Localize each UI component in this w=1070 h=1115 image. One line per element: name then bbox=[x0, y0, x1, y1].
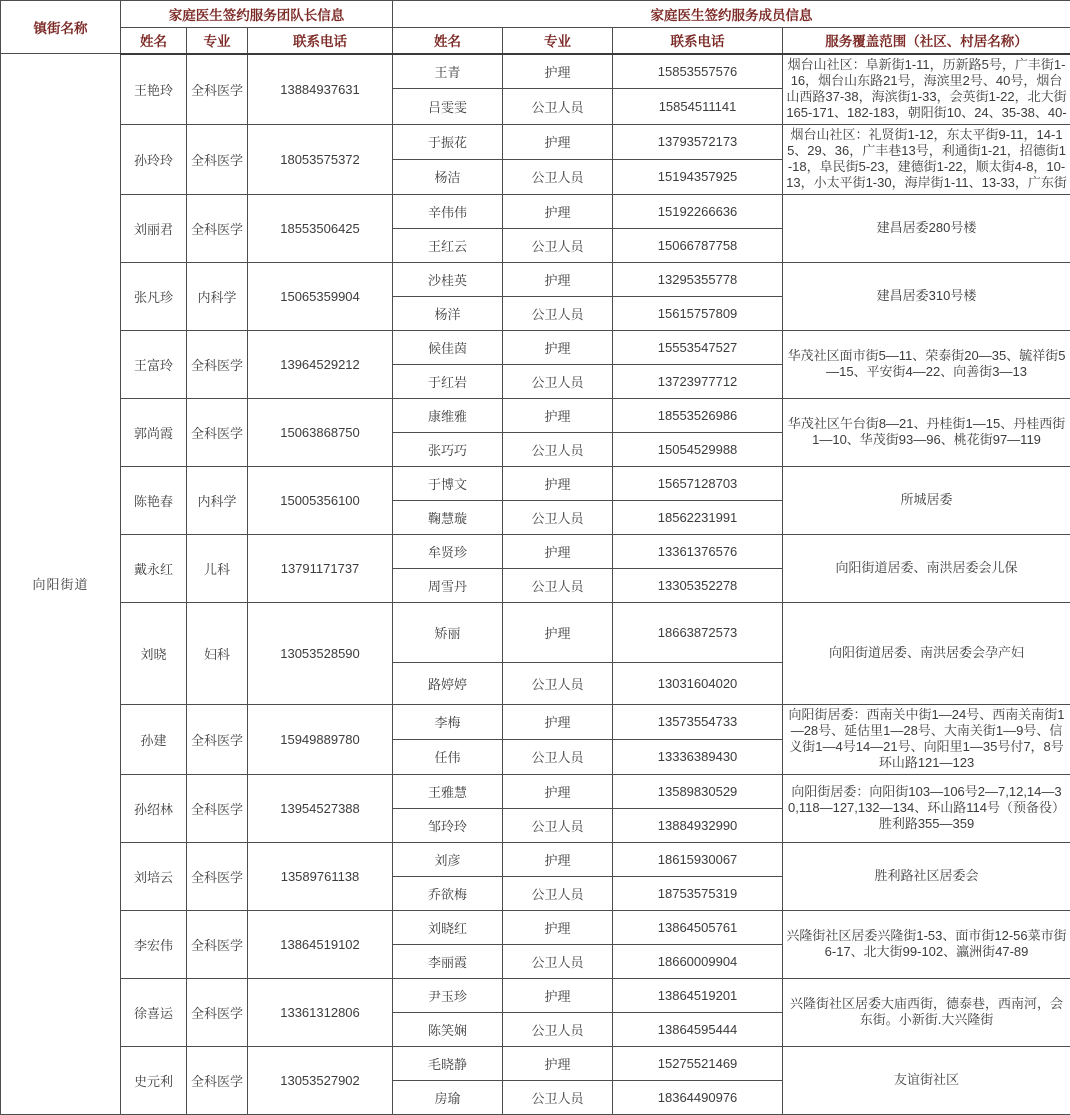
member-specialty-cell: 护理 bbox=[503, 398, 613, 432]
member-specialty-cell: 公卫人员 bbox=[503, 944, 613, 978]
member-phone-cell: 18364490976 bbox=[613, 1080, 783, 1114]
leader-phone-cell: 15005356100 bbox=[248, 466, 393, 534]
member-name-cell: 邹玲玲 bbox=[393, 808, 503, 842]
leader-name-cell: 孙绍林 bbox=[121, 774, 187, 842]
member-phone-cell: 18753575319 bbox=[613, 876, 783, 910]
team-row bbox=[1, 602, 1070, 662]
leader-phone-cell: 13053528590 bbox=[248, 602, 393, 704]
member-name-cell: 王红云 bbox=[393, 228, 503, 262]
member-phone-cell: 15657128703 bbox=[613, 466, 783, 500]
member-name-cell: 刘彦 bbox=[393, 842, 503, 876]
member-name-cell: 辛伟伟 bbox=[393, 194, 503, 228]
member-specialty-cell: 护理 bbox=[503, 978, 613, 1012]
member-specialty-cell: 公卫人员 bbox=[503, 296, 613, 330]
leader-phone-cell: 18053575372 bbox=[248, 124, 393, 194]
leader-phone-cell: 13864519102 bbox=[248, 910, 393, 978]
member-specialty-cell: 护理 bbox=[503, 194, 613, 228]
member-specialty-cell: 公卫人员 bbox=[503, 432, 613, 466]
table-body bbox=[1, 54, 1070, 1115]
member-name-cell: 矫丽 bbox=[393, 602, 503, 662]
member-phone-cell: 13793572173 bbox=[613, 124, 783, 159]
member-specialty-cell: 护理 bbox=[503, 466, 613, 500]
member-name-cell: 吕雯雯 bbox=[393, 89, 503, 124]
team-row bbox=[1, 54, 1070, 89]
col-header-town-name: 镇街名称 bbox=[1, 1, 121, 54]
coverage-cell: 华茂社区午台街8—21、丹桂街1—15、丹桂西街1—10、华茂街93—96、桃花街97—119 bbox=[783, 398, 1070, 466]
member-specialty-cell: 公卫人员 bbox=[503, 500, 613, 534]
member-specialty-cell: 护理 bbox=[503, 54, 613, 89]
member-phone-cell: 13336389430 bbox=[613, 739, 783, 774]
member-phone-cell: 13589830529 bbox=[613, 774, 783, 808]
leader-specialty-cell: 全科医学 bbox=[187, 704, 248, 774]
coverage-cell: 向阳街道居委、南洪居委会孕产妇 bbox=[783, 602, 1070, 704]
member-phone-cell: 15553547527 bbox=[613, 330, 783, 364]
leader-name-cell: 王艳玲 bbox=[121, 54, 187, 125]
member-specialty-cell: 公卫人员 bbox=[503, 89, 613, 124]
leader-name-cell: 陈艳春 bbox=[121, 466, 187, 534]
coverage-cell: 所城居委 bbox=[783, 466, 1070, 534]
leader-name-cell: 孙玲玲 bbox=[121, 124, 187, 194]
member-specialty-cell: 护理 bbox=[503, 124, 613, 159]
col-header-member-name: 姓名 bbox=[393, 28, 503, 54]
member-phone-cell: 18663872573 bbox=[613, 602, 783, 662]
coverage-cell: 向阳街道居委、南洪居委会儿保 bbox=[783, 534, 1070, 602]
member-phone-cell: 15066787758 bbox=[613, 228, 783, 262]
member-phone-cell: 13864505761 bbox=[613, 910, 783, 944]
leader-phone-cell: 18553506425 bbox=[248, 194, 393, 262]
member-name-cell: 李丽霞 bbox=[393, 944, 503, 978]
member-phone-cell: 18615930067 bbox=[613, 842, 783, 876]
member-specialty-cell: 公卫人员 bbox=[503, 876, 613, 910]
header-sub-row bbox=[1, 28, 1070, 54]
member-phone-cell: 18660009904 bbox=[613, 944, 783, 978]
leader-phone-cell: 13791171737 bbox=[248, 534, 393, 602]
member-name-cell: 路婷婷 bbox=[393, 662, 503, 704]
leader-specialty-cell: 内科学 bbox=[187, 466, 248, 534]
member-specialty-cell: 护理 bbox=[503, 704, 613, 739]
member-specialty-cell: 公卫人员 bbox=[503, 808, 613, 842]
team-row bbox=[1, 466, 1070, 500]
member-specialty-cell: 公卫人员 bbox=[503, 739, 613, 774]
member-name-cell: 于红岩 bbox=[393, 364, 503, 398]
coverage-cell: 建昌居委280号楼 bbox=[783, 194, 1070, 262]
team-row bbox=[1, 978, 1070, 1012]
member-name-cell: 刘晓红 bbox=[393, 910, 503, 944]
member-phone-cell: 18562231991 bbox=[613, 500, 783, 534]
leader-phone-cell: 15063868750 bbox=[248, 398, 393, 466]
leader-specialty-cell: 儿科 bbox=[187, 534, 248, 602]
member-name-cell: 康维雅 bbox=[393, 398, 503, 432]
member-name-cell: 牟贤珍 bbox=[393, 534, 503, 568]
member-specialty-cell: 公卫人员 bbox=[503, 1080, 613, 1114]
header-group-row bbox=[1, 1, 1070, 28]
member-phone-cell: 18553526986 bbox=[613, 398, 783, 432]
member-specialty-cell: 公卫人员 bbox=[503, 228, 613, 262]
leader-phone-cell: 13589761138 bbox=[248, 842, 393, 910]
member-specialty-cell: 公卫人员 bbox=[503, 1012, 613, 1046]
col-group-leader-info: 家庭医生签约服务团队长信息 bbox=[121, 1, 393, 28]
leader-name-cell: 郭尚霞 bbox=[121, 398, 187, 466]
leader-name-cell: 史元利 bbox=[121, 1046, 187, 1114]
member-name-cell: 陈笑娴 bbox=[393, 1012, 503, 1046]
member-phone-cell: 15615757809 bbox=[613, 296, 783, 330]
coverage-cell: 烟台山社区：礼贤街1-12，东太平街9-11，14-15、29、36，广丰巷13号，利通街1-21，招德街1-18，阜民街5-23，建德街1-22，顺太街4-8，10-13，小太平街1-30，海岸街1-11、13-33，广东街 bbox=[783, 124, 1070, 194]
member-phone-cell: 15275521469 bbox=[613, 1046, 783, 1080]
member-phone-cell: 15853557576 bbox=[613, 54, 783, 89]
member-name-cell: 乔欲梅 bbox=[393, 876, 503, 910]
leader-phone-cell: 15065359904 bbox=[248, 262, 393, 330]
member-name-cell: 李梅 bbox=[393, 704, 503, 739]
col-header-leader-name: 姓名 bbox=[121, 28, 187, 54]
team-row bbox=[1, 1046, 1070, 1080]
member-name-cell: 王雅慧 bbox=[393, 774, 503, 808]
member-phone-cell: 15054529988 bbox=[613, 432, 783, 466]
coverage-cell: 兴隆街社区居委兴隆街1-53、面市街12-56菜市街6-17、北大街99-102、瀛洲街47-89 bbox=[783, 910, 1070, 978]
leader-specialty-cell: 全科医学 bbox=[187, 194, 248, 262]
member-name-cell: 任伟 bbox=[393, 739, 503, 774]
member-specialty-cell: 护理 bbox=[503, 1046, 613, 1080]
col-header-member-phone: 联系电话 bbox=[613, 28, 783, 54]
leader-specialty-cell: 妇科 bbox=[187, 602, 248, 704]
leader-specialty-cell: 全科医学 bbox=[187, 330, 248, 398]
leader-name-cell: 孙建 bbox=[121, 704, 187, 774]
leader-phone-cell: 13053527902 bbox=[248, 1046, 393, 1114]
member-phone-cell: 13884932990 bbox=[613, 808, 783, 842]
coverage-cell: 胜利路社区居委会 bbox=[783, 842, 1070, 910]
member-specialty-cell: 护理 bbox=[503, 910, 613, 944]
member-name-cell: 于振花 bbox=[393, 124, 503, 159]
member-specialty-cell: 公卫人员 bbox=[503, 364, 613, 398]
member-phone-cell: 13864595444 bbox=[613, 1012, 783, 1046]
team-row bbox=[1, 262, 1070, 296]
leader-name-cell: 刘培云 bbox=[121, 842, 187, 910]
team-row bbox=[1, 534, 1070, 568]
member-phone-cell: 13573554733 bbox=[613, 704, 783, 739]
member-specialty-cell: 公卫人员 bbox=[503, 662, 613, 704]
member-specialty-cell: 护理 bbox=[503, 330, 613, 364]
member-phone-cell: 13864519201 bbox=[613, 978, 783, 1012]
team-row bbox=[1, 910, 1070, 944]
member-name-cell: 沙桂英 bbox=[393, 262, 503, 296]
member-name-cell: 房瑜 bbox=[393, 1080, 503, 1114]
leader-specialty-cell: 内科学 bbox=[187, 262, 248, 330]
member-name-cell: 鞠慧璇 bbox=[393, 500, 503, 534]
leader-specialty-cell: 全科医学 bbox=[187, 774, 248, 842]
table-header bbox=[1, 1, 1070, 54]
leader-specialty-cell: 全科医学 bbox=[187, 910, 248, 978]
member-name-cell: 张巧巧 bbox=[393, 432, 503, 466]
member-phone-cell: 13361376576 bbox=[613, 534, 783, 568]
member-specialty-cell: 公卫人员 bbox=[503, 159, 613, 194]
member-phone-cell: 15854511141 bbox=[613, 89, 783, 124]
leader-specialty-cell: 全科医学 bbox=[187, 54, 248, 125]
leader-name-cell: 戴永红 bbox=[121, 534, 187, 602]
member-name-cell: 杨洁 bbox=[393, 159, 503, 194]
member-phone-cell: 13723977712 bbox=[613, 364, 783, 398]
team-row bbox=[1, 704, 1070, 739]
member-name-cell: 候佳茵 bbox=[393, 330, 503, 364]
team-row bbox=[1, 398, 1070, 432]
col-header-leader-specialty: 专业 bbox=[187, 28, 248, 54]
town-name-cell: 向阳街道 bbox=[1, 54, 121, 1115]
leader-specialty-cell: 全科医学 bbox=[187, 842, 248, 910]
col-header-leader-phone: 联系电话 bbox=[248, 28, 393, 54]
member-name-cell: 杨洋 bbox=[393, 296, 503, 330]
leader-name-cell: 刘丽君 bbox=[121, 194, 187, 262]
leader-name-cell: 徐喜运 bbox=[121, 978, 187, 1046]
coverage-cell: 华茂社区面市街5—11、荣泰街20—35、毓祥街5—15、平安街4—22、向善街3—13 bbox=[783, 330, 1070, 398]
member-specialty-cell: 护理 bbox=[503, 262, 613, 296]
coverage-cell: 向阳街居委：向阳街103—106号2—7,12,14—30,118—127,132—134、环山路114号（预备役）胜利路355—359 bbox=[783, 774, 1070, 842]
member-specialty-cell: 公卫人员 bbox=[503, 568, 613, 602]
coverage-cell: 烟台山社区：阜新街1-11，历新路5号，广丰街1-16，烟台山东路21号，海滨里2号、40号，烟台山西路37-38，海滨街1-33，会英街1-22，北大街165-171、182-183，朝阳街10、24、35-38、40- bbox=[783, 54, 1070, 125]
leader-specialty-cell: 全科医学 bbox=[187, 124, 248, 194]
team-row bbox=[1, 124, 1070, 159]
col-header-member-specialty: 专业 bbox=[503, 28, 613, 54]
leader-phone-cell: 15949889780 bbox=[248, 704, 393, 774]
member-name-cell: 于博文 bbox=[393, 466, 503, 500]
member-phone-cell: 13031604020 bbox=[613, 662, 783, 704]
leader-phone-cell: 13361312806 bbox=[248, 978, 393, 1046]
team-row bbox=[1, 194, 1070, 228]
leader-phone-cell: 13954527388 bbox=[248, 774, 393, 842]
member-specialty-cell: 护理 bbox=[503, 842, 613, 876]
leader-name-cell: 王富玲 bbox=[121, 330, 187, 398]
team-row bbox=[1, 330, 1070, 364]
member-name-cell: 尹玉珍 bbox=[393, 978, 503, 1012]
leader-specialty-cell: 全科医学 bbox=[187, 398, 248, 466]
member-phone-cell: 13295355778 bbox=[613, 262, 783, 296]
leader-phone-cell: 13964529212 bbox=[248, 330, 393, 398]
col-header-coverage: 服务覆盖范围（社区、村居名称） bbox=[783, 28, 1070, 54]
member-specialty-cell: 护理 bbox=[503, 774, 613, 808]
coverage-cell: 建昌居委310号楼 bbox=[783, 262, 1070, 330]
coverage-cell: 友谊街社区 bbox=[783, 1046, 1070, 1114]
coverage-cell: 向阳街居委：西南关中街1—24号、西南关南街1—28号、延估里1—28号、大南关街1—9号、信义街1—4号14—21号、向阳里1—35号付7，8号环山路121—123 bbox=[783, 704, 1070, 774]
leader-name-cell: 张凡珍 bbox=[121, 262, 187, 330]
member-name-cell: 王青 bbox=[393, 54, 503, 89]
coverage-cell: 兴隆街社区居委大庙西街，德泰巷，西南河，会东街。小新街.大兴隆街 bbox=[783, 978, 1070, 1046]
leader-phone-cell: 13884937631 bbox=[248, 54, 393, 125]
team-row bbox=[1, 774, 1070, 808]
member-name-cell: 毛晓静 bbox=[393, 1046, 503, 1080]
col-group-member-info: 家庭医生签约服务成员信息 bbox=[393, 1, 1070, 28]
leader-name-cell: 李宏伟 bbox=[121, 910, 187, 978]
member-name-cell: 周雪丹 bbox=[393, 568, 503, 602]
leader-specialty-cell: 全科医学 bbox=[187, 978, 248, 1046]
member-specialty-cell: 护理 bbox=[503, 534, 613, 568]
team-row bbox=[1, 842, 1070, 876]
member-phone-cell: 15194357925 bbox=[613, 159, 783, 194]
leader-name-cell: 刘晓 bbox=[121, 602, 187, 704]
leader-specialty-cell: 全科医学 bbox=[187, 1046, 248, 1114]
member-phone-cell: 13305352278 bbox=[613, 568, 783, 602]
member-phone-cell: 15192266636 bbox=[613, 194, 783, 228]
member-specialty-cell: 护理 bbox=[503, 602, 613, 662]
